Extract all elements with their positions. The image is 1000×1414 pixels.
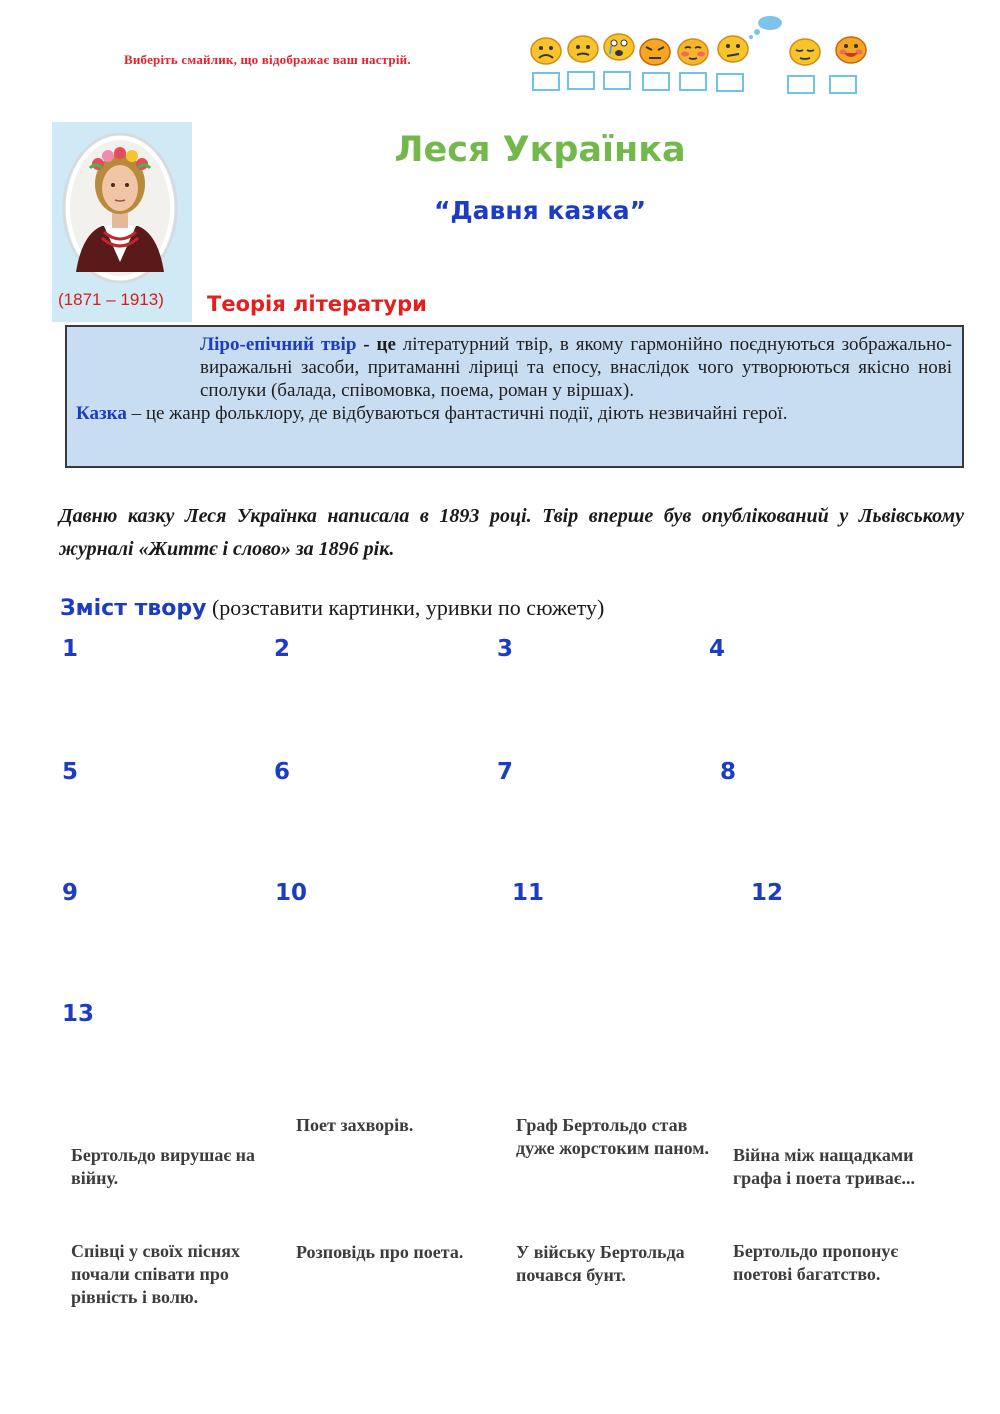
definition-box [65, 325, 964, 468]
angry-face-icon[interactable] [638, 37, 672, 67]
slot-number[interactable]: 2 [274, 636, 291, 662]
mood-answer-box[interactable] [603, 71, 631, 90]
slot-number[interactable]: 7 [497, 759, 514, 785]
plot-fragment[interactable]: Співці у своїх піснях почали співати про рівність і волю. [71, 1241, 241, 1307]
fairy-tale-text: – це жанр фольклору, де відбуваються фантастичні події, діють незвичайні герої. [126, 403, 788, 424]
slot-number[interactable]: 8 [720, 759, 737, 785]
theory-heading: Теорія літератури [207, 292, 427, 316]
plot-fragment[interactable]: Війна між нащадками графа і поета триває... [733, 1145, 916, 1188]
slot-number[interactable]: 13 [62, 1001, 95, 1027]
slot-number[interactable]: 12 [751, 880, 784, 906]
crying-face-icon[interactable] [602, 32, 636, 62]
plot-fragment[interactable]: Розповідь про поета. [296, 1242, 464, 1262]
lyric-epic-text: літературний твір, в якому гармонійно поєднуються зображально-виражальні засоби, притаманні ліриці та епосу, внаслідок чого утворюються якісно нові сполуки (балада, співомовка, поема, роман у віршах). [200, 334, 952, 401]
content-heading [60, 594, 604, 621]
life-years: (1871 – 1913) [58, 290, 164, 309]
mood-answer-box[interactable] [567, 71, 595, 90]
definition-separator: - [356, 334, 377, 355]
mood-answer-box[interactable] [829, 75, 857, 94]
mood-answer-box[interactable] [532, 72, 560, 91]
plot-fragment[interactable]: Граф Бертольдо став дуже жорстоким паном. [516, 1115, 710, 1158]
slot-number[interactable]: 3 [497, 636, 514, 662]
slot-number[interactable]: 4 [709, 636, 726, 662]
fairy-tale-definition [76, 402, 952, 425]
mood-prompt: Виберіть смайлик, що відображає ваш настрій. [124, 52, 411, 67]
plot-fragment[interactable]: Бертольдо пропонує поетові багатство. [733, 1241, 899, 1284]
mood-answer-box[interactable] [716, 73, 744, 92]
slot-number[interactable]: 1 [62, 636, 79, 662]
fairy-tale-term: Казка [76, 403, 127, 424]
content-heading-title: Зміст твору [60, 596, 207, 621]
content-heading-hint: (розставити картинки, уривки по сюжету) [206, 595, 605, 620]
mood-answer-box[interactable] [642, 72, 670, 91]
lyric-epic-definition [76, 333, 952, 402]
slot-number[interactable]: 11 [512, 880, 545, 906]
worried-face-icon[interactable] [566, 34, 600, 64]
work-title: “Давня казка” [433, 196, 647, 225]
lyric-epic-term: Ліро-епічний твір [200, 334, 357, 355]
mood-answer-box[interactable] [679, 72, 707, 91]
plot-fragment[interactable]: Поет захворів. [296, 1115, 414, 1135]
slot-number[interactable]: 10 [275, 880, 308, 906]
mood-answer-box[interactable] [787, 75, 815, 94]
slot-number[interactable]: 9 [62, 880, 79, 906]
sleepy-face-icon[interactable] [788, 37, 822, 67]
embarrassed-face-icon[interactable] [676, 37, 710, 67]
sad-face-icon[interactable] [529, 36, 563, 66]
definition-first-word: це [376, 334, 396, 355]
thinking-face-icon[interactable] [713, 14, 783, 66]
plot-fragment[interactable]: Бертольдо вирушає на війну. [71, 1145, 255, 1188]
author-title: Леся Українка [394, 130, 686, 170]
happy-face-icon[interactable] [834, 35, 868, 65]
slot-number[interactable]: 6 [274, 759, 291, 785]
slot-number[interactable]: 5 [62, 759, 79, 785]
plot-fragment[interactable]: У війську Бертольда почався бунт. [516, 1242, 685, 1285]
intro-paragraph: Давню казку Леся Українка написала в 1893 році. Твір вперше був опублікований у Львівському журналі «Життє і слово» за 1896 рік. [59, 505, 964, 560]
